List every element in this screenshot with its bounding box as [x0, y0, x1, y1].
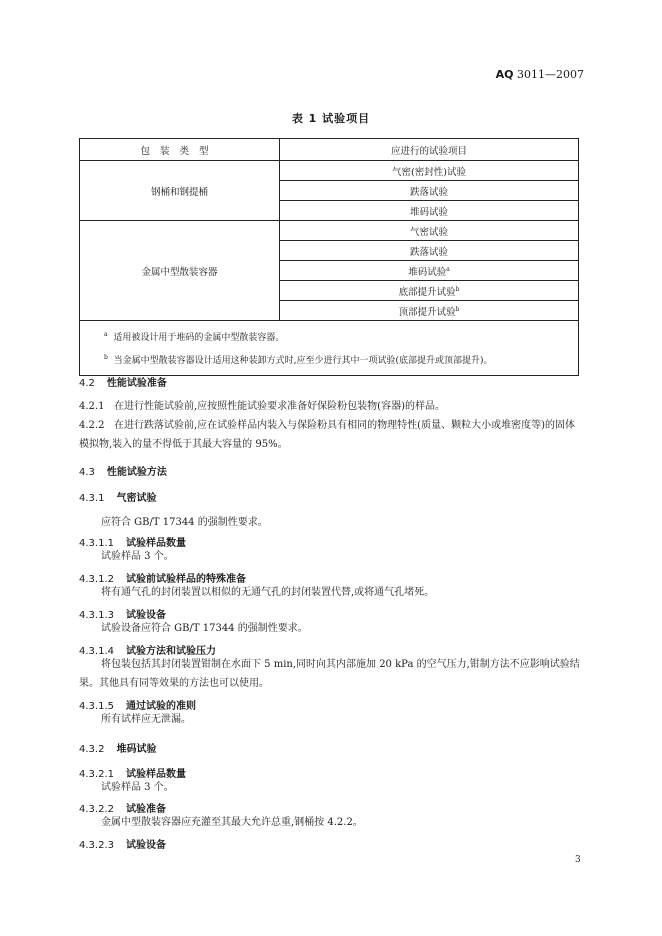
section-title: 试验设备 — [126, 840, 166, 851]
section-number: 4.3.1.2 — [79, 574, 114, 585]
section-number: 4.3.2.3 — [79, 840, 114, 851]
section-title: 性能试验准备 — [106, 378, 167, 389]
clause-number: 4.2.1 — [79, 401, 105, 412]
test-item-label: 堆码试验 — [408, 266, 447, 278]
footnote-mark: b — [104, 354, 108, 361]
section-title: 试验设备 — [126, 610, 166, 621]
paragraph: 试验样品 3 个。 — [101, 782, 174, 793]
section-number: 4.3.1.1 — [79, 538, 114, 549]
section-number: 4.3.1.4 — [79, 646, 114, 657]
paragraph: 试验设备应符合 GB/T 17344 的强制性要求。 — [101, 623, 308, 634]
table-title: 表 1 试验项目 — [291, 112, 371, 125]
note-text: 适用被设计用于堆码的金属中型散装容器。 — [113, 333, 285, 343]
section-number: 4.3.1 — [79, 493, 105, 504]
page-number: 3 — [575, 855, 581, 865]
table-notes-row — [80, 321, 579, 376]
section-number: 4.3.2.2 — [79, 804, 114, 815]
standard-prefix: AQ — [495, 68, 514, 81]
section-number: 4.3.1.3 — [79, 610, 114, 621]
test-item-cell: 气密(密封性)试验 — [280, 161, 579, 181]
test-item-cell: 跌落试验 — [280, 181, 579, 201]
section-heading — [79, 740, 156, 755]
section-title: 性能试验方法 — [106, 467, 167, 478]
packaging-type-cell: 金属中型散装容器 — [80, 221, 280, 321]
footnote-mark: a — [104, 331, 108, 338]
section-number: 4.2 — [79, 378, 95, 389]
table-row — [80, 221, 579, 241]
footnote-mark: b — [455, 285, 460, 293]
table-note — [104, 348, 578, 371]
paragraph — [79, 416, 583, 454]
clause-number: 4.2.2 — [79, 420, 105, 431]
table-row — [80, 161, 579, 181]
section-number: 4.3 — [79, 467, 95, 478]
paragraph: 将包装包括其封闭装置钳制在水面下 5 min,同时向其内部施加 20 kPa 的空气压力,钳制方法不应影响试验结果。其他具有同等效果的方法也可以使用。 — [79, 659, 580, 689]
test-item-cell — [280, 281, 579, 301]
test-item-cell: 跌落试验 — [280, 241, 579, 261]
section-number: 4.3.1.5 — [79, 701, 114, 712]
section-number: 4.3.2 — [79, 744, 105, 755]
packaging-type-cell: 钢桶和钢提桶 — [80, 161, 280, 221]
paragraph: 金属中型散装容器应充灌至其最大允许总重,钢桶按 4.2.2。 — [101, 817, 363, 828]
footnote-mark: a — [446, 265, 450, 273]
section-title: 气密试验 — [116, 493, 157, 504]
section-heading — [79, 489, 156, 504]
section-heading — [79, 836, 166, 851]
section-title: 试验准备 — [126, 804, 166, 815]
section-heading — [79, 374, 167, 389]
section-title: 通过试验的准则 — [126, 701, 196, 712]
clause-text: 在进行跌落试验前,应在试验样品内装入与保险粉具有相同的物理特性(质量、颗粒大小或堆密度等)的固体模拟物,装入的量不得低于其最大容量的 95%。 — [79, 420, 575, 450]
test-item-cell — [280, 261, 579, 281]
footnote-mark: b — [455, 305, 460, 313]
note-text: 当金属中型散装容器设计适用这种装卸方式时,应至少进行其中一项试验(底部提升或顶部提升)。 — [113, 356, 493, 366]
paragraph — [79, 397, 583, 416]
standard-code: 3011—2007 — [517, 68, 584, 81]
test-item-label: 底部提升试验 — [398, 286, 456, 298]
table-header-row — [80, 139, 579, 161]
section-number: 4.3.2.1 — [79, 769, 114, 780]
test-item-label: 顶部提升试验 — [398, 306, 456, 318]
clause-text: 在进行性能试验前,应按照性能试验要求准备好保险粉包装物(容器)的样品。 — [114, 401, 445, 412]
section-heading — [79, 463, 167, 478]
paragraph: 将有通气孔的封闭装置以相似的无通气孔的封闭装置代替,或将通气孔堵死。 — [101, 587, 435, 598]
paragraph: 所有试样应无泄漏。 — [101, 714, 191, 725]
test-item-cell: 气密试验 — [280, 221, 579, 241]
table-notes — [80, 321, 579, 376]
section-title: 试验样品数量 — [126, 538, 186, 549]
section-title: 试验前试验样品的特殊准备 — [126, 574, 246, 585]
paragraph: 应符合 GB/T 17344 的强制性要求。 — [101, 517, 268, 528]
section-title: 试验方法和试验压力 — [126, 646, 216, 657]
test-item-cell — [280, 301, 579, 321]
section-title: 试验样品数量 — [126, 769, 186, 780]
paragraph: 试验样品 3 个。 — [101, 551, 174, 562]
section-title: 堆码试验 — [116, 744, 157, 755]
test-item-cell: 堆码试验 — [280, 201, 579, 221]
header-packaging-type: 包装类型 — [80, 139, 280, 161]
table-note — [104, 325, 578, 348]
header-required-tests: 应进行的试验项目 — [280, 139, 579, 161]
test-items-table — [79, 138, 579, 376]
standard-number — [496, 68, 584, 81]
